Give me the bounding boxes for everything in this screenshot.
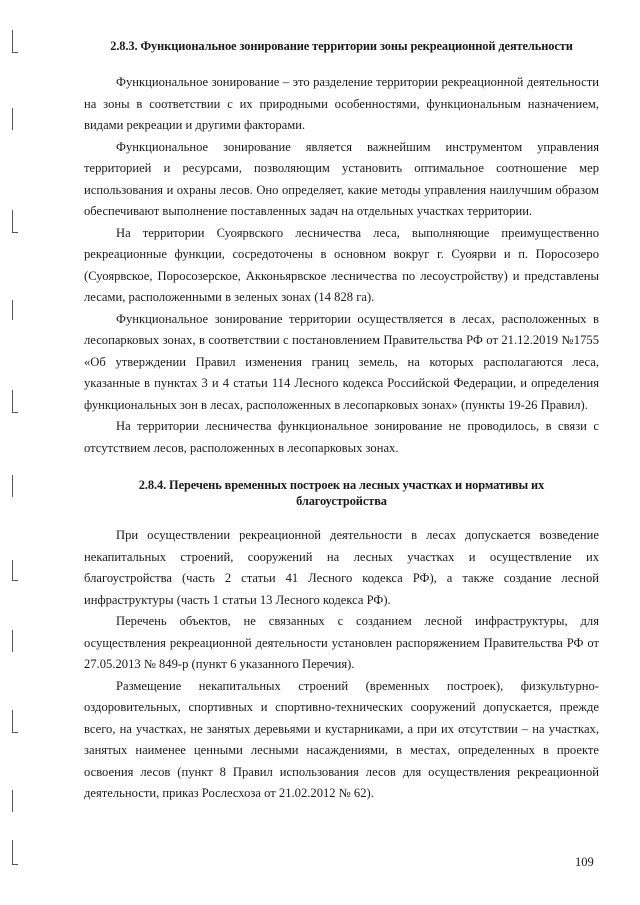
paragraph: Размещение некапитальных строений (временных построек), физкультурно-оздоровительных, спортивных и спортивно-технических сооружений допускается, прежде всего, на участках, не занятых деревьями и кустарниками, а при их отсутствии – на участках, занятых наименее ценными лесными насаждениями, в местах, определенных в проекте освоения лесов (пункт 8 Правил использования лесов для осуществления рекреационной деятельности, приказ Рослесхоза от 21.02.2012 № 62). [84,678,599,800]
page-number: 109 [575,855,594,869]
binding-mark-foot [12,732,18,733]
binding-mark-foot [12,580,18,581]
binding-mark [12,30,13,52]
binding-mark-foot [12,52,18,53]
section-heading: 2.8.4. Перечень временных построек на лесных участках и нормативы их благоустройства [138,478,545,508]
binding-mark [12,210,13,232]
paragraph: Функциональное зонирование является важнейшим инструментом управления территорией и ресурсами, позволяющим установить оптимальное соотношение мер использования и охраны лесов. Оно определяет, какие методы управления наилучшим образом обеспечивают выполнение поставленных задач на отдельных участках территории. [84,139,599,218]
binding-mark [12,630,13,652]
binding-mark-foot [12,232,18,233]
binding-mark [12,790,13,812]
binding-mark [12,710,13,732]
binding-mark [12,390,13,412]
paragraph: При осуществлении рекреационной деятельности в лесах допускается возведение некапитальных строений, сооружений на лесных участках и осуществление их благоустройства (часть 2 статьи 41 Лесного кодекса РФ), а также создание лесной инфраструктуры (часть 1 статьи 13 Лесного кодекса РФ). [84,528,599,607]
binding-mark [12,300,13,320]
paragraph: На территории Суоярвского лесничества леса, выполняющие преимущественно рекреационные функции, сосредоточены в основном вокруг г. Суоярви и п. Поросозеро (Суоярвское, Поросозерское, Акконьярвское лесничества по лесоустройству) и представлены лесами, расположенными в зеленых зонах (14 828 га). [84,225,599,304]
paragraph: Функциональное зонирование – это разделение территории рекреационной деятельности на зоны в соответствии с их природными особенностями, функциональным назначением, видами рекреации и другими факторами. [84,75,599,132]
binding-mark-foot [12,412,18,413]
section-heading: 2.8.3. Функциональное зонирование территории зоны рекреационной деятельности [110,39,573,53]
paragraph: Перечень объектов, не связанных с созданием лесной инфраструктуры, для осуществления рекреационной деятельности установлен распоряжением Правительства РФ от 27.05.2013 № 849-р (пункт 6 указанного Перечия). [84,614,599,671]
page-content [84,38,599,805]
binding-mark [12,108,13,130]
paragraph: Функциональное зонирование территории осуществляется в лесах, расположенных в лесопарковых зонах, в соответствии с постановлением Правительства РФ от 21.12.2019 №1755 «Об утверждении Правил изменения границ земель, на которых располагаются леса, указанные в пунктах 3 и 4 статьи 114 Лесного кодекса Российской Федерации, и определения функциональных зон в лесах, расположенных в лесопарковых зонах» (пункты 19-26 Правил). [84,311,599,412]
paragraph: На территории лесничества функциональное зонирование не проводилось, в связи с отсутствием лесов, расположенных в лесопарковых зонах. [84,419,599,455]
binding-mark [12,840,13,864]
binding-mark-foot [12,864,18,865]
binding-margin-marks [0,0,28,905]
binding-mark [12,475,13,497]
binding-mark [12,560,13,580]
